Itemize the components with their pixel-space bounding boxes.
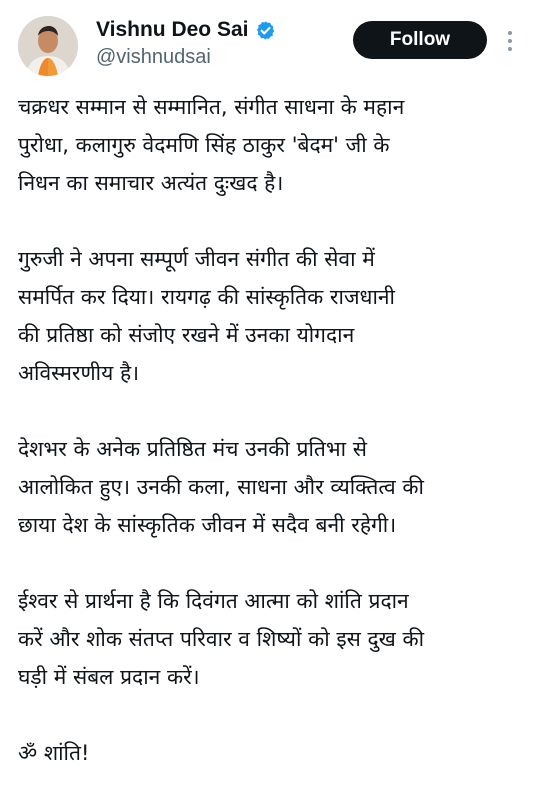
dot [508,47,512,51]
tweet-line: आलोकित हुए। उनकी कला, साधना और व्यक्तित्व की [18,475,424,499]
tweet-paragraph [18,430,528,544]
user-handle[interactable]: @vishnudsai [96,46,211,68]
user-info [96,16,276,69]
avatar-image [18,16,78,76]
tweet-line: करें और शोक संतप्त परिवार व शिष्यों को इस दुख की [18,627,425,651]
tweet-line: ईश्वर से प्रार्थना है कि दिवंगत आत्मा को शांति प्रदान [18,589,409,613]
tweet-line: ॐ शांति! [18,741,90,765]
tweet-line: छाया देश के सांस्कृतिक जीवन में सदैव बनी रहेगी। [18,513,397,537]
tweet-paragraph [18,240,528,392]
tweet-line: पुरोधा, कलागुरु वेदमणि सिंह ठाकुर 'बेदम' जी के [18,133,390,157]
tweet-paragraph [18,582,528,696]
tweet-header [0,0,540,80]
follow-button[interactable]: Follow [353,21,487,59]
tweet-line: निधन का समाचार अत्यंत दुःखद है। [18,171,284,195]
tweet-line: घड़ी में संबल प्रदान करें। [18,665,200,689]
avatar[interactable] [18,16,78,76]
tweet-line: गुरुजी ने अपना सम्पूर्ण जीवन संगीत की सेवा में [18,247,375,271]
tweet-text [18,88,528,810]
tweet-line: समर्पित कर दिया। रायगढ़ की सांस्कृतिक राजधानी [18,285,395,309]
tweet-paragraph [18,88,528,202]
tweet-line: की प्रतिष्ठा को संजोए रखने में उनका योगदान [18,323,355,347]
display-name[interactable]: Vishnu Deo Sai [96,18,249,41]
more-options-icon[interactable] [500,26,520,56]
tweet-line: देशभर के अनेक प्रतिष्ठित मंच उनकी प्रतिभा से [18,437,367,461]
tweet-paragraph [18,734,528,772]
dot [508,31,512,35]
verified-badge-icon [255,20,276,41]
tweet-line: अविस्मरणीय है। [18,361,140,385]
name-row [96,16,276,44]
tweet-line: चक्रधर सम्मान से सम्मानित, संगीत साधना के महान [18,95,405,119]
dot [508,39,512,43]
